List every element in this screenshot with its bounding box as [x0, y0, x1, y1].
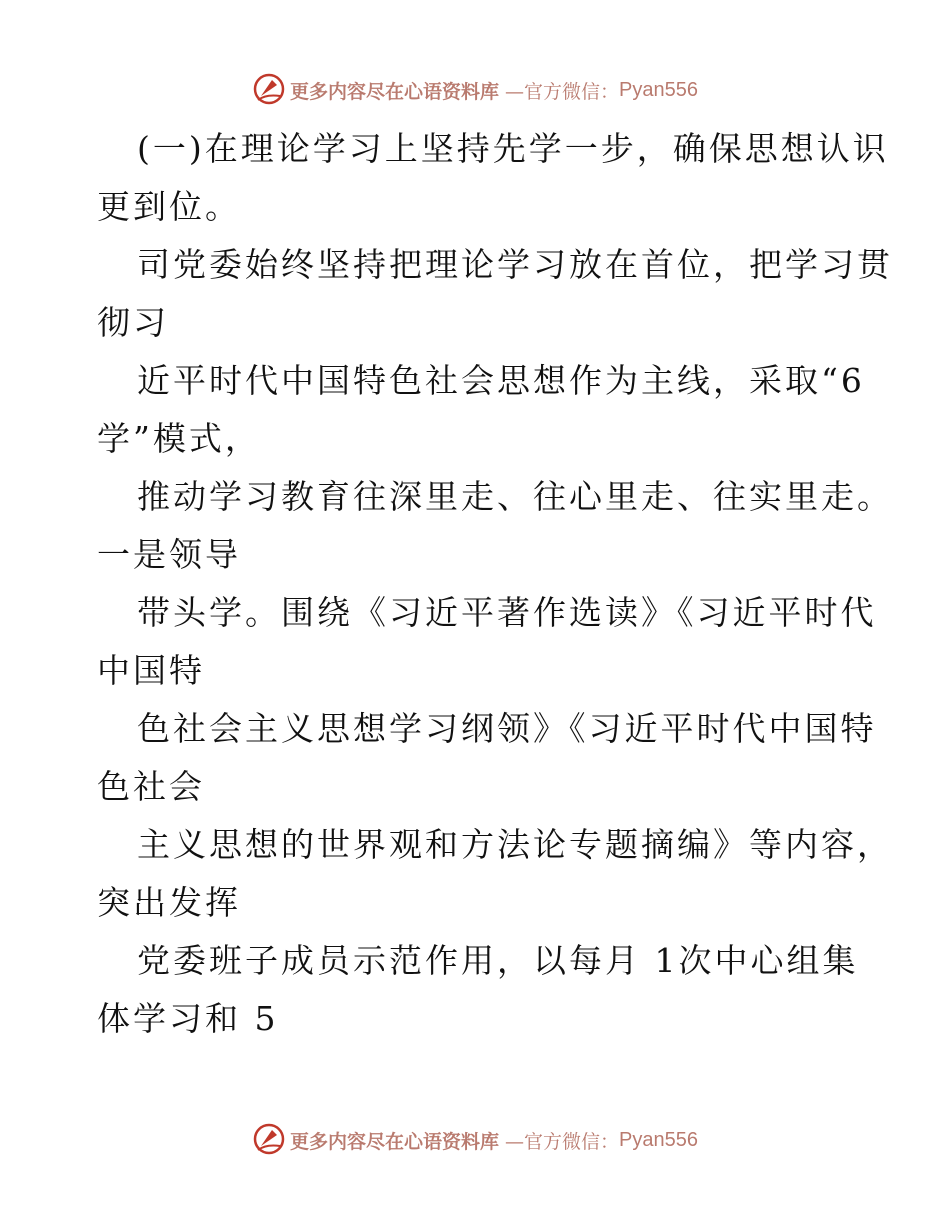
footer-wechat-id: Pyan556 — [619, 1128, 698, 1151]
header-promo-text: 更多内容尽在心语资料库 — [290, 80, 500, 103]
body-line: (一)在理论学习上坚持先学一步，确保思想认识 — [137, 129, 889, 168]
body-line: 色社会主义思想学习纲领》《习近平时代中国特 — [137, 709, 877, 748]
document-body — [97, 120, 893, 1048]
footer-account-label: —官方微信： — [505, 1130, 620, 1153]
body-line: 学”模式， — [97, 419, 261, 458]
pen-nib-logo-icon — [252, 1122, 286, 1156]
body-line: 带头学。围绕《习近平著作选读》《习近平时代 — [137, 593, 877, 632]
body-line: 色社会 — [97, 767, 205, 806]
footer-promo-text: 更多内容尽在心语资料库 — [290, 1130, 500, 1153]
body-line: 彻习 — [97, 303, 169, 342]
body-line: 党委班子成员示范作用，以每月 1次中心组集 — [137, 941, 859, 980]
body-line: 突出发挥 — [97, 883, 241, 922]
header-wechat-id: Pyan556 — [619, 78, 698, 101]
body-line: 司党委始终坚持把理论学习放在首位，把学习贯 — [137, 245, 893, 284]
body-line: 中国特 — [97, 651, 205, 690]
footer-banner — [0, 1120, 950, 1160]
body-line: 主义思想的世界观和方法论专题摘编》等内容， — [137, 825, 893, 864]
body-line: 体学习和 5 — [97, 999, 279, 1038]
header-banner — [0, 70, 950, 110]
pen-nib-logo-icon — [252, 72, 286, 106]
body-line: 更到位。 — [97, 187, 241, 226]
body-line: 推动学习教育往深里走、往心里走、往实里走。 — [137, 477, 893, 516]
body-line: 一是领导 — [97, 535, 241, 574]
body-line: 近平时代中国特色社会思想作为主线，采取“6 — [137, 361, 865, 400]
header-account-label: —官方微信： — [505, 80, 620, 103]
